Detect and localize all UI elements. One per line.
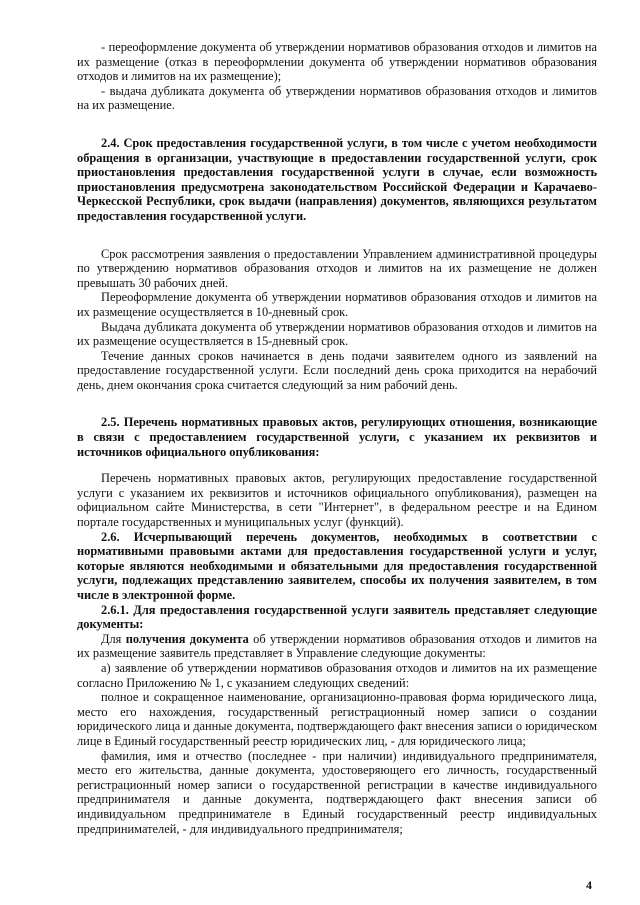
section-2-5-heading: 2.5. Перечень нормативных правовых актов, регулирующих отношения, возникающие в связи с предоставлением государственной услуги, с указанием их реквизитов и источников официального опубликования: <box>77 415 597 459</box>
document-page <box>77 40 597 836</box>
section-2-6-heading: 2.6. Исчерпывающий перечень документов, необходимых в соответствии с нормативными правовыми актами для предоставления государственной услуги и услуг, которые являются необходимыми и обязательными для предоставления государственной услуги, подлежащих представлению заявителем, способы их получения заявителем, в том числе в электронной форме. <box>77 529 597 602</box>
intro-lead: Для <box>101 631 122 646</box>
paragraph-review-term: Срок рассмотрения заявления о предоставлении Управлением административной процедуры по утверждению нормативов образования отходов и лимитов на их размещение не должен превышать 30 рабочих дней. <box>77 246 597 290</box>
paragraph-duplicate-term: Выдача дубликата документа об утверждении нормативов образования отходов и лимитов на их размещение осуществляется в 15-дневный срок. <box>77 319 597 349</box>
page-number: 4 <box>586 878 592 892</box>
paragraph-reissue-term: Переоформление документа об утверждении нормативов образования отходов и лимитов на их размещение осуществляется в 10-дневный срок. <box>77 290 597 319</box>
intro-bold: получения документа <box>125 631 249 646</box>
paragraph-individual-entrepreneur: фамилия, имя и отчество (последнее - при наличии) индивидуального предпринимателя, место его жительства, данные документа, удостоверяющего его личность, государственный регистрационный номер записи о государственной регистрации в качестве индивидуального предпринимателя и данные документа, подтверждающего факт внесения записи об индивидуальном предпринимателе в Единый государственный реестр индивидуальных предпринимателей, - для индивидуального предпринимателя; <box>77 748 597 836</box>
paragraph-duplicate-item: - выдача дубликата документа об утверждении нормативов образования отходов и лимитов на их размещение. <box>77 83 597 113</box>
paragraph-legal-entity: полное и сокращенное наименование, организационно-правовая форма юридического лица, место его нахождения, государственный регистрационный номер записи о создании юридического лица и данные документа, подтверждающего факт внесения записи о юридическом лице в Единый государственный реестр юридических лиц, - для юридического лица; <box>77 690 597 748</box>
section-2-6-1-heading: 2.6.1. Для предоставления государственной услуги заявитель представляет следующие документы: <box>77 602 597 632</box>
paragraph-legal-acts: Перечень нормативных правовых актов, регулирующих предоставление государственной услуги с указанием их реквизитов и источников официального опубликования), размещен на официальном сайте Министерства, в сети "Интернет", в федеральном реестре и на Едином портале государственных и муниципальных услуг (функций). <box>77 471 597 530</box>
intro-rest: об утверждении нормативов образования отходов и лимитов на их размещение заявитель представляет в Управление следующие документы: <box>77 631 597 661</box>
paragraph-reissue-item: - переоформление документа об утверждении нормативов образования отходов и лимитов на их размещение (отказ в переоформлении документа об утверждении нормативов образования отходов и лимитов на их размещение); <box>77 40 597 84</box>
paragraph-documents-intro <box>77 632 597 661</box>
paragraph-application-item: а) заявление об утверждении нормативов образования отходов и лимитов на их размещение согласно Приложению № 1, с указанием следующих сведений: <box>77 660 597 690</box>
section-2-4-heading: 2.4. Срок предоставления государственной услуги, в том числе с учетом необходимости обращения в организации, участвующие в предоставлении государственной услуги, срок приостановления предоставления государственной услуги в случае, если возможность приостановления предусмотрена законодательством Российской Федерации и Карачаево-Черкесской Республики, срок выдачи (направления) документов, являющихся результатом предоставления государственной услуги. <box>77 135 597 223</box>
paragraph-term-start: Течение данных сроков начинается в день подачи заявителем одного из заявлений на предоставление государственной услуги. Если последний день срока приходится на нерабочий день, днем окончания срока считается следующий за ним рабочий день. <box>77 348 597 392</box>
